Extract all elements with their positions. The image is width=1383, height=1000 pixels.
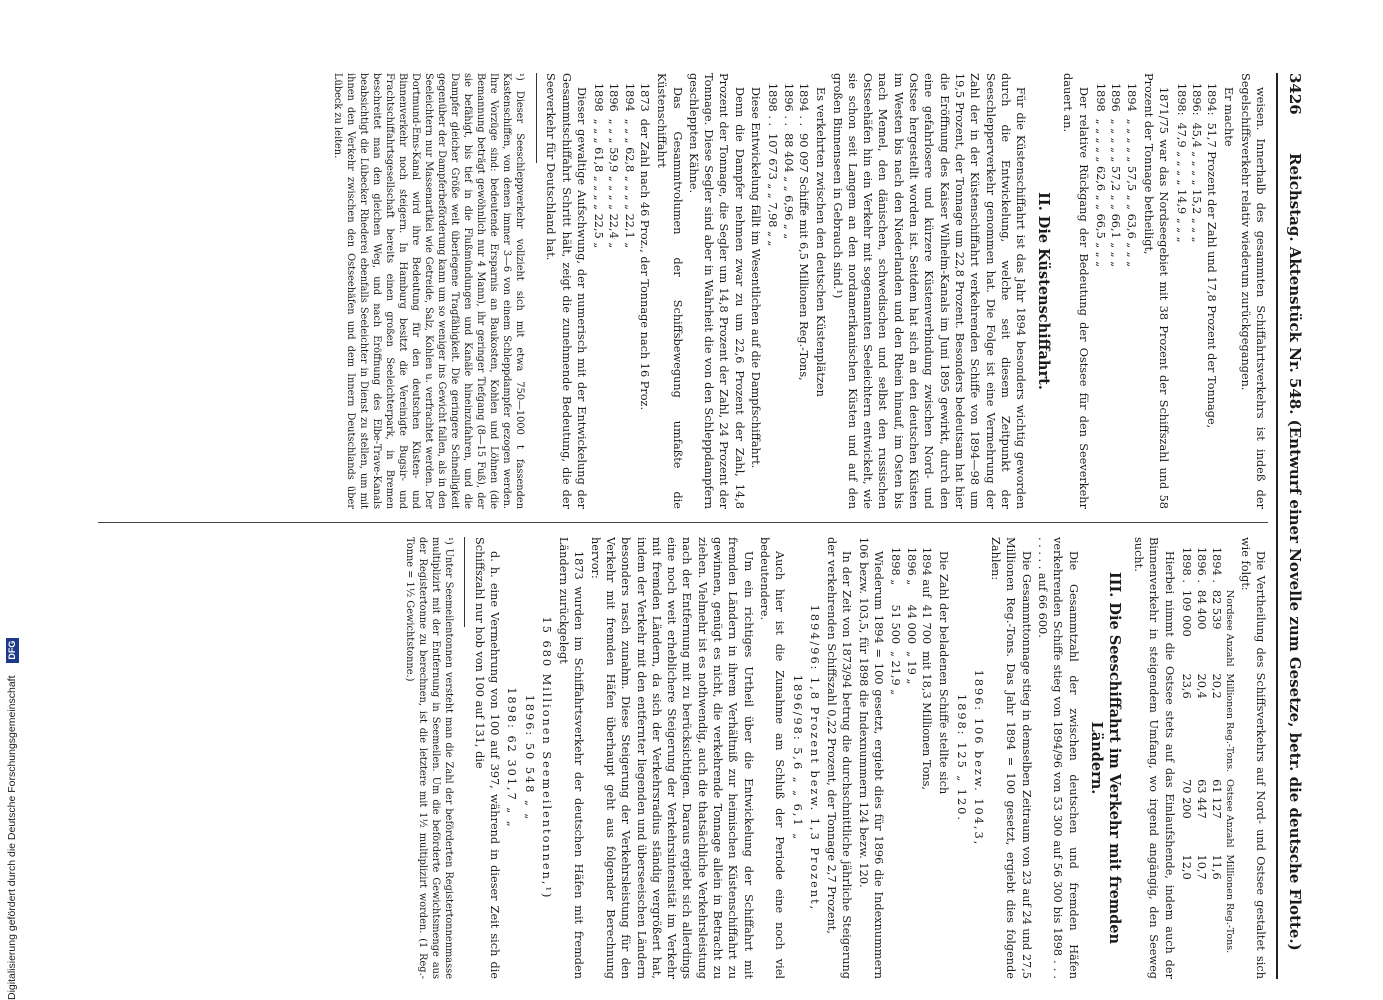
table-cell: 1898 [592, 83, 606, 112]
left-column [98, 73, 1268, 509]
seamile-line: 15 680 Millionen Seemeilentonnen,¹) [539, 616, 553, 900]
table-row [1179, 547, 1194, 960]
paragraph: Das Gesammtvolumen der Schiffsbewegung umfaßte die Küstenschiffahrt [655, 73, 684, 509]
table-row [606, 83, 621, 417]
loaded-ships-table [888, 547, 934, 797]
table-row [1173, 83, 1188, 435]
north-baltic-table [1179, 547, 1236, 960]
paragraph: Die Vertheilung des Schiffsverkehrs auf Nord- und Ostsee gestaltet sich wie folgt: [1238, 537, 1267, 979]
table-cell: 20,4 [1195, 673, 1209, 699]
funding-text: Digitalisierung gefördert durch die Deutsche Forschungsgemeinschaft [6, 675, 18, 1000]
table-row [1209, 547, 1224, 960]
table-row [1194, 547, 1209, 960]
table-cell: 12,0 [1179, 854, 1193, 880]
table-row [1108, 83, 1123, 274]
paragraph: In der Zeit von 1873/94 betrug die durchschnittliche jährliche Steigerung der verkehrenden Schiffszahl 0,22 Prozent, der Tonnage 2,7 Prozent, [825, 537, 854, 979]
share-table [1173, 83, 1219, 435]
paragraph: 1873 wurden im Schiffahrtsverkehr der deutschen Häfen mit fremden Ländern zurückgelegt [557, 537, 586, 979]
column-header: Ostsee Anzahl [1224, 779, 1236, 848]
table-row [765, 83, 780, 388]
table-cell: „ „ „ 61,8 „ „ „ „ 22,5 „ [592, 118, 606, 249]
table-cell: 1896 [607, 83, 621, 112]
footnote-rule [536, 73, 537, 163]
seamile-line: 1898: 62 301,7 „ „ [505, 687, 519, 829]
paragraph: Die Gesammtzahl der zwischen deutschen und fremden Häfen verkehrenden Schiffe stieg von 1894/96 von 53 300 auf 56 300 bis 1898 . . . . . . . . auf 66 600. [1036, 537, 1080, 979]
table-header-row [1224, 547, 1235, 960]
table-cell: 61 127 [1210, 779, 1224, 819]
table-cell: 1894 auf [919, 547, 933, 598]
table-cell: „ „ „ 59,9 „ „ „ „ 22,4 „ [607, 118, 621, 249]
table-cell: 90 097 Schiffe mit 6,5 Millionen Reg.-Tons, [796, 133, 810, 381]
funding-note [2, 0, 22, 1000]
table-cell: 1898 . . [766, 83, 780, 127]
column-header: Millionen Reg.-Tons. [1224, 854, 1236, 954]
table-cell: 1894 [622, 83, 636, 112]
column-header [1224, 547, 1235, 590]
table-cell: 1896 [1109, 83, 1123, 112]
column-rule [98, 522, 1268, 523]
table-row [621, 83, 636, 417]
paragraph: Diese Entwickelung fällt im Wesentlichen auf die Dampfschiffahrt. [749, 87, 763, 469]
table-cell: 1896 . . [781, 83, 795, 127]
table-cell: 23,6 [1179, 673, 1193, 699]
index-line: 1898: 125 „ 120. [954, 694, 968, 822]
table-cell: 41 700 [919, 604, 933, 645]
running-title: Reichstag. Aktenstück Nr. 548. (Entwurf einer Novelle zum Gesetze, betr. die deutsche Flotte.) [1286, 153, 1304, 951]
table-cell: 1896 „ [904, 547, 918, 586]
table-cell: 84 400 [1195, 589, 1209, 630]
paragraph: Dieser gewaltige Aufschwung, der numerisch mit der Entwickelung der Gesammtschiffahrt Schritt hält, zeigt die zunehmende Bedeutung, die der Seeverkehr für Deutschland hat. [544, 73, 588, 509]
table-cell: 107 673 „ „ 7,98 „ „ [766, 133, 780, 247]
table-row [1093, 83, 1108, 274]
paragraph: Denn die Dampfer nehmen zwar zu um 22,6 Prozent der Zahl, 14,8 Prozent der Tonnage, die Segler um 14,8 Prozent der Zahl, 24 Prozent der Tonnage. Diese Segler sind aber in Wahrheit die von den Schleppdampfern geschleppten Kähne. [686, 73, 746, 509]
table-row [1204, 83, 1219, 435]
document-page [82, 59, 1312, 993]
table-cell: 44 000 [904, 604, 918, 645]
paragraph: Die Zahl der beladenen Schiffe stellte sich [937, 551, 951, 795]
table-cell: „ „ „ „ „ 57,5 „ „ 63,6 „ „ „ [1124, 118, 1138, 268]
paragraph: Es verkehrten zwischen den deutschen Küstenplätzen [814, 87, 828, 397]
table-cell: 1896 . [1195, 547, 1209, 583]
table-cell: 1898 . [1179, 547, 1193, 583]
table-row [796, 83, 811, 388]
running-head [1276, 73, 1306, 979]
table-row [1189, 83, 1204, 435]
table-cell: 47,9 „ „ „ „ 14,9 „ „ „ [1174, 122, 1188, 243]
coastal-share-table [591, 83, 652, 417]
paragraph: Auch hier ist die Zunahme am Schluß der Periode eine noch viel bedeutendere. [757, 537, 787, 979]
coastal-traffic-table [765, 83, 811, 388]
table-row [919, 547, 934, 797]
footnote: ¹) Unter Seemeilentonnen versteht man die Zahl der beförderten Registertonnenmasse multiplizirt mit der Entfernung in Seemeilen. Um die beförderte Gewichtsmenge aus der Registertonne zu berechnen, ist die letztere mit 1½ multiplizirt worden. (1 Reg.-Tonne = 1½ Gewichtstonne.) [403, 537, 454, 979]
table-cell: 1898 „ [889, 547, 903, 586]
paragraph: Für die Küstenschiffahrt ist das Jahr 1894 besonders wichtig geworden durch die Entwickelung, welche seit diesem Zeitpunkt der Seeschlepperverkehr genommen hat. Die Folge ist eine Vermehrung der Zahl der in der Küstenschiffahrt verkehrenden Schiffe von 1894—98 um 19,5 Prozent, der Tonnage um 22,8 Prozent. Besonders bedeutsam hat hier die Eröffnung des Kaiser Wilhelm-Kanals im Juni 1895 gewirkt, durch den eine gefahrlosere und kürzere Küstenverbindung zwischen Nord- und Ostsee hergestellt worden ist. Seitdem hat sich an den deutschen Küsten im Westen bis nach den Niederlanden und den Rhein hinauf, im Osten bis nach Memel, den dänischen, schwedischen und selbst den russischen Ostseehäfen hin ein Verkehr mit sogenannten Seeleichtern entwickelt, wie sie schon seit Langem an den nordamerikanischen Küsten und auf den großen Binnenseen in Gebrauch sind.¹) [830, 73, 1028, 509]
table-cell: 63 447 [1195, 779, 1209, 819]
table-cell: 11,6 [1210, 854, 1224, 880]
right-column [98, 537, 1268, 979]
table-row [1123, 83, 1138, 274]
column-header: Millionen Reg.-Tons. [1224, 673, 1236, 773]
paragraph: Die Gesammttonnage stieg in demselben Zeitraum von 23 auf 24 und 27,5 Millionen Reg.-Tons. Das Jahr 1894 = 100 gesetzt, ergiebt dies folgende Zahlen: [989, 537, 1033, 979]
table-cell: 10,7 [1195, 854, 1209, 880]
table-cell: 20,2 [1210, 673, 1224, 699]
table-cell: 70 200 [1179, 779, 1193, 819]
section-heading: III. Die Seeschiffahrt im Verkehr mit fremden Ländern. [1087, 571, 1123, 945]
table-cell: „ 19 „ [904, 651, 918, 685]
footnote: ¹) Dieser Seeschleppverkehr vollzieht sich mit etwa 750—1000 t fassenden Kastenschiffen, von denen immer 3—6 von einem Schleppdampfer gezogen werden. Ihre Vorzüge sind: bedeutende Ersparnis an Baukosten, Kohlen und Löhnen (die Bemannung beträgt gewöhnlich nur 4 Mann), ihr geringer Tiefgang (8—15 Fuß), der sie befähigt, bis tief in die Flußmündungen und Kanäle hineinzufahren, und die Dampfer gleicher Größe weit überlegene Tragfähigkeit. Die geringere Schnelligkeit gegenüber der Dampferbeförderung kann um so weniger ins Gewicht fallen, als in den Seeleichtern nur Massenartikel wie Getreide, Salz, Kohlen u. verfrachtet werden. Der Dortmund-Ems-Kanal wird ihre Bedeutung für den deutschen Küsten- und Binnenverkehr noch steigern. In Hamburg besitzt die Vereinigte Bugsir- und Frachtschiffahrtsgesellschaft bereits einen großen Seeleichterpark, in Bremen beschreitet man den gleichen Weg, und nach Eröffnung des Elbe-Trave-Kanals beabsichtigt die Lübecker Rhederei ebenfalls Seeleichter in Dienst zu stellen, um mit ihnen den Verkehr zwischen den Ostseehäfen und dem Innern Deutschlands über Lübeck zu leiten. [332, 73, 526, 509]
table-cell: 1873 [638, 83, 652, 112]
paragraph: Wiederum 1894 = 100 gesetzt, ergiebt dies für 1896 die Indexnummern 106 bezw. 103,5, für 1898 die Indexnummern 124 bezw. 120. [856, 537, 886, 979]
table-cell: 88 404 „ „ 6,96 „ „ [781, 133, 795, 240]
table-cell: 82 539 [1210, 589, 1224, 630]
table-cell: 109 000 [1179, 589, 1193, 637]
paragraph: Er machte [1222, 87, 1236, 147]
table-cell: mit 18,3 Millionen Tons, [919, 651, 933, 791]
scan-stage [82, 59, 1312, 993]
page-number: 3426 [1286, 73, 1304, 115]
northsea-table [1093, 83, 1139, 274]
footnote-rule [464, 537, 465, 627]
table-cell: „ „ „ „ „ 57,2 „ „ 66,1 „ „ „ [1109, 118, 1123, 268]
funding-sidebar [2, 0, 22, 1000]
paragraph: d. h. eine Vermehrung von 100 auf 397, während in dieser Zeit sich die Schiffszahl nur hob von 100 auf 131, die [472, 537, 501, 979]
seamile-line: 1896: 50 548 „ „ [522, 694, 536, 822]
table-cell: „ „ „ „ „ 62,6 „ „ 66,5 „ „ „ [1094, 118, 1108, 268]
table-cell: „ 21,9 „ [889, 651, 903, 696]
table-cell: 1898: [1174, 83, 1188, 116]
table-cell: 45,4 „ „ „ „ 15,2 „ „ „ [1189, 122, 1203, 243]
table-row [780, 83, 795, 388]
table-row [591, 83, 606, 417]
column-header: Nordsee Anzahl [1224, 589, 1236, 667]
paragraph: weisen. Innerhalb des gesammten Schiffahrtsverkehrs ist indeß der Segelschiffsverkehr relativ wiederum zurückgegangen. [1238, 73, 1267, 509]
table-row [637, 83, 652, 417]
growth-line: 1894/96: 1,8 Prozent bezw. 1,3 Prozent, [807, 604, 821, 912]
index-line: 1896: 106 bezw. 104,3, [971, 669, 985, 847]
paragraph: Der relative Rückgang der Bedeutung der Ostsee für den Seeverkehr dauert an. [1061, 73, 1090, 509]
table-row [903, 547, 918, 797]
table-cell: „ „ „ 62,8 „ „ „ „ 22,1 „ [622, 118, 636, 249]
table-row [888, 547, 903, 797]
paragraph: 1871/75 war das Nordseegebiet mit 38 Prozent der Schiffszahl und 58 Prozent der Tonnage betheiligt, [1141, 73, 1171, 509]
section-heading: II. Die Küstenschiffahrt. [1035, 192, 1053, 390]
table-cell: 1894 . [1210, 547, 1224, 583]
table-cell: 1894: [1205, 83, 1219, 116]
table-cell: der Zahl nach 46 Proz., der Tonnage nach 16 Proz. [638, 118, 652, 411]
table-cell: 1898 [1094, 83, 1108, 112]
table-cell: 51 500 [889, 604, 903, 645]
table-cell: 1894 . . [796, 83, 810, 127]
table-cell: 51,7 Prozent der Zahl und 17,8 Prozent der Tonnage, [1205, 122, 1219, 429]
growth-line: 1896/98: 5,6 „ „ 6,1 „ [790, 674, 804, 842]
paragraph: Um ein richtiges Urtheil über die Entwickelung der Schiffahrt mit fremden Ländern in ihrem Verhältniß zur heimischen Küstenschiffahrt zu gewinnen, genügt es nicht, die verkehrende Tonnage allein in Betracht zu ziehen. Vielmehr ist es nothwendig, auch die thatsächliche Verkehrsleistung nach der Entfernung mit zu berücksichtigen. Daraus ergiebt sich allerdings eine noch weit erheblichere Steigerung der Verkehrsintensität im Verkehr mit fremden Ländern, da sich der Verkehrsradius ständig vergrößert hat, indem der Verkehr mit den entfernter liegenden und überseeischen Ländern besonders rasch zunahm. Diese Steigerung der Verkehrsleistung für den Verkehr mit fremden Häfen überhaupt geht aus folgender Berechnung hervor: [588, 537, 755, 979]
table-cell: 1896: [1189, 83, 1203, 116]
table-cell: 1894 [1124, 83, 1138, 112]
dfg-logo: DFG [6, 638, 19, 663]
paragraph: Hierbei nimmt die Ostsee stets auf das Einlaufshende, indem auch der Binnenverkehr in steigendem Umfang, wo irgend angängig, den Seeweg sucht. [1131, 537, 1176, 979]
